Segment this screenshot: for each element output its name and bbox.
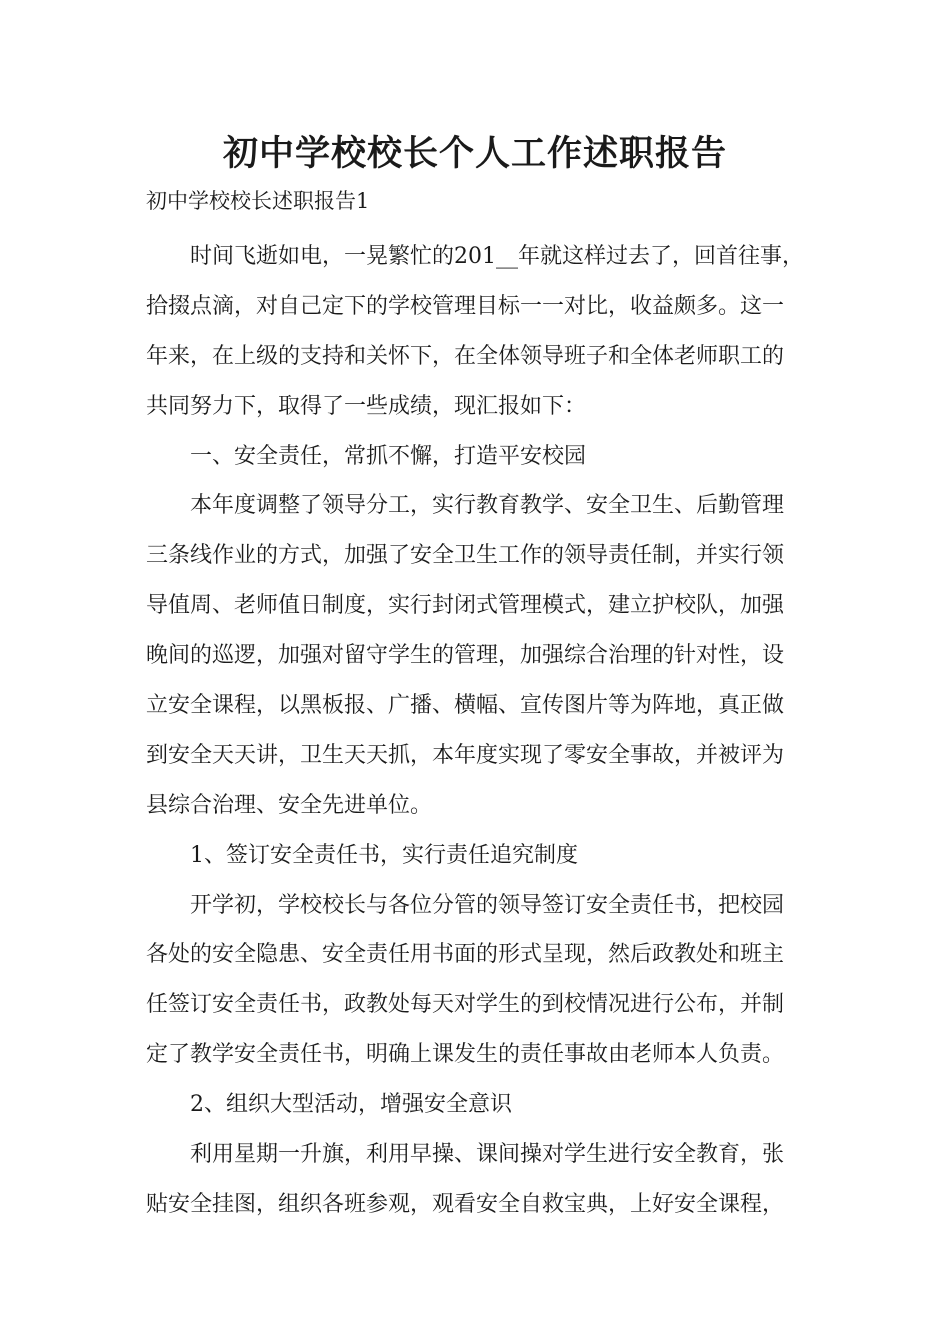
paragraph-line: 年来，在上级的支持和关怀下，在全体领导班子和全体老师职工的 <box>146 343 785 369</box>
paragraph-line: 共同努力下，取得了一些成绩，现汇报如下： <box>146 393 587 419</box>
paragraph-line: 时间飞逝如电，一晃繁忙的201__年就这样过去了，回首往事， <box>190 244 804 269</box>
paragraph-line: 定了教学安全责任书，明确上课发生的责任事故由老师本人负责。 <box>146 1042 785 1068</box>
paragraph-line: 晚间的巡逻，加强对留守学生的管理，加强综合治理的针对性，设 <box>146 643 785 669</box>
paragraph-line: 立安全课程，以黑板报、广播、横幅、宣传图片等为阵地，真正做 <box>146 693 785 719</box>
paragraph-line: 县综合治理、安全先进单位。 <box>146 792 433 818</box>
paragraph-line: 开学初，学校校长与各位分管的领导签订安全责任书，把校园 <box>190 892 785 918</box>
paragraph-line: 2、组织大型活动，增强安全意识 <box>190 1092 512 1118</box>
paragraph-line: 1、签订安全责任书，实行责任追究制度 <box>190 842 578 868</box>
paragraph-line: 贴安全挂图，组织各班参观，观看安全自救宝典，上好安全课程， <box>146 1191 785 1217</box>
document-subtitle: 初中学校校长述职报告1 <box>146 189 370 213</box>
paragraph-line: 三条线作业的方式，加强了安全卫生工作的领导责任制，并实行领 <box>146 543 785 569</box>
paragraph-line: 利用星期一升旗，利用早操、课间操对学生进行安全教育，张 <box>190 1142 785 1168</box>
paragraph-line: 一、安全责任，常抓不懈，打造平安校园 <box>190 443 587 469</box>
document-body <box>146 232 808 1230</box>
paragraph-line: 各处的安全隐患、安全责任用书面的形式呈现，然后政教处和班主 <box>146 942 785 968</box>
paragraph-line: 拾掇点滴，对自己定下的学校管理目标一一对比，收益颇多。这一 <box>146 293 785 319</box>
paragraph-line: 本年度调整了领导分工，实行教育教学、安全卫生、后勤管理 <box>190 493 785 519</box>
paragraph-line: 到安全天天讲，卫生天天抓，本年度实现了零安全事故，并被评为 <box>146 742 785 768</box>
paragraph-line: 任签订安全责任书，政教处每天对学生的到校情况进行公布，并制 <box>146 992 785 1018</box>
document-title: 初中学校校长个人工作述职报告 <box>222 133 727 174</box>
paragraph-line: 导值周、老师值日制度，实行封闭式管理模式，建立护校队，加强 <box>146 593 785 619</box>
